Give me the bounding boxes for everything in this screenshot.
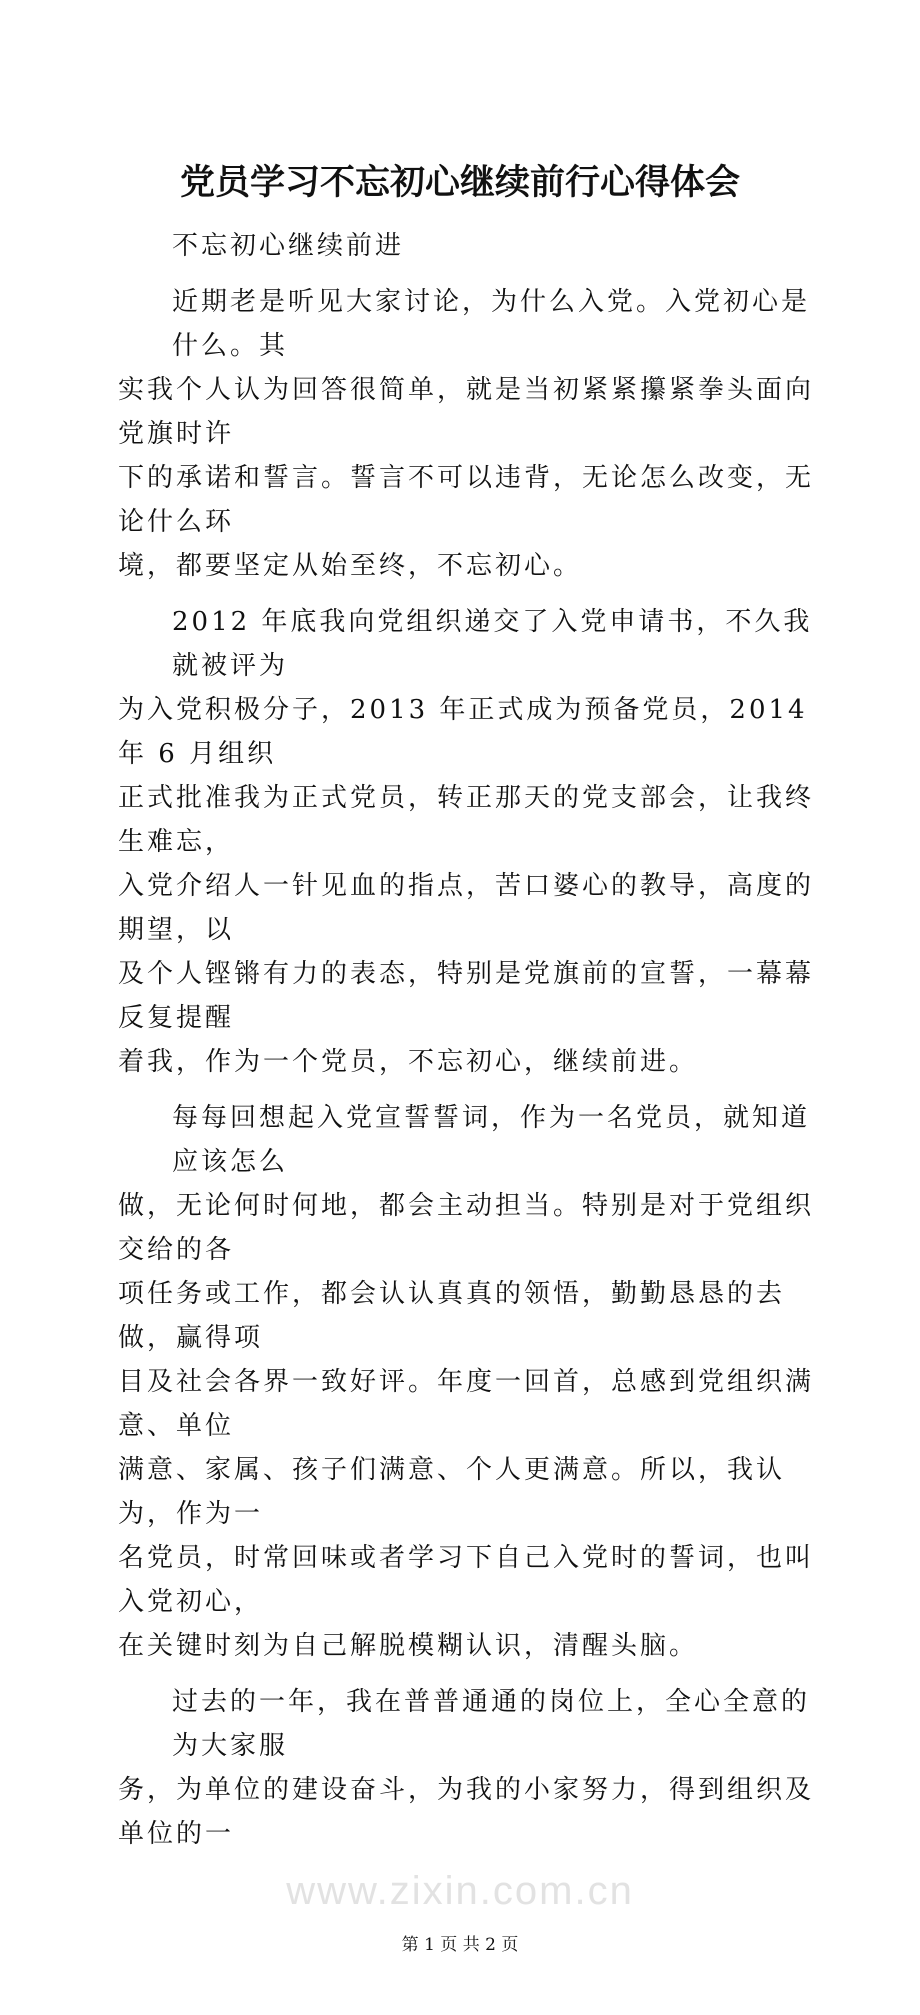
text-line: 及个人铿锵有力的表态，特别是党旗前的宣誓，一幕幕反复提醒 xyxy=(118,959,815,1033)
text-line: 正式批准我为正式党员，转正那天的党支部会，让我终生难忘， xyxy=(118,783,815,857)
text-line: 为入党积极分子，2013 年正式成为预备党员，2014 年 6 月组织 xyxy=(118,695,808,769)
text-line: 做，无论何时何地，都会主动担当。特别是对于党组织交给的各 xyxy=(118,1191,815,1265)
text-line: 在关键时刻为自己解脱模糊认识，清醒头脑。 xyxy=(118,1631,699,1661)
text-line: 下的承诺和誓言。誓言不可以违背，无论怎么改变，无论什么环 xyxy=(118,463,815,537)
text-line: 入党介绍人一针见血的指点，苦口婆心的教导，高度的期望，以 xyxy=(118,871,815,945)
text-line: 每每回想起入党宣誓誓词，作为一名党员，就知道应该怎么 xyxy=(172,1103,811,1177)
text-line: 实我个人认为回答很简单，就是当初紧紧攥紧拳头面向党旗时许 xyxy=(118,375,815,449)
document-title: 党员学习不忘初心继续前行心得体会 xyxy=(179,162,740,203)
text-line: 务，为单位的建设奋斗，为我的小家努力，得到组织及单位的一 xyxy=(118,1775,815,1849)
document-body xyxy=(118,224,822,1856)
text-line: 名党员，时常回味或者学习下自己入党时的誓词，也叫入党初心， xyxy=(118,1543,815,1617)
text-line: 不忘初心继续前进 xyxy=(172,231,405,261)
text-line: 过去的一年，我在普普通通的岗位上，全心全意的为大家服 xyxy=(172,1687,811,1761)
text-line: 满意、家属、孩子们满意、个人更满意。所以，我认为，作为一 xyxy=(118,1455,786,1529)
text-line: 近期老是听见大家讨论，为什么入党。入党初心是什么。其 xyxy=(172,287,811,361)
text-line: 境，都要坚定从始至终，不忘初心。 xyxy=(118,551,583,581)
text-line: 目及社会各界一致好评。年度一回首，总感到党组织满意、单位 xyxy=(118,1367,815,1441)
watermark: www.zixin.com.cn xyxy=(286,1869,634,1913)
text-line: 项任务或工作，都会认认真真的领悟，勤勤恳恳的去做，赢得项 xyxy=(118,1279,786,1353)
page-footer: 第 1 页 共 2 页 xyxy=(401,1935,519,1955)
text-line: 2012 年底我向党组织递交了入党申请书，不久我就被评为 xyxy=(172,607,813,681)
text-line: 着我，作为一个党员，不忘初心，继续前进。 xyxy=(118,1047,699,1077)
